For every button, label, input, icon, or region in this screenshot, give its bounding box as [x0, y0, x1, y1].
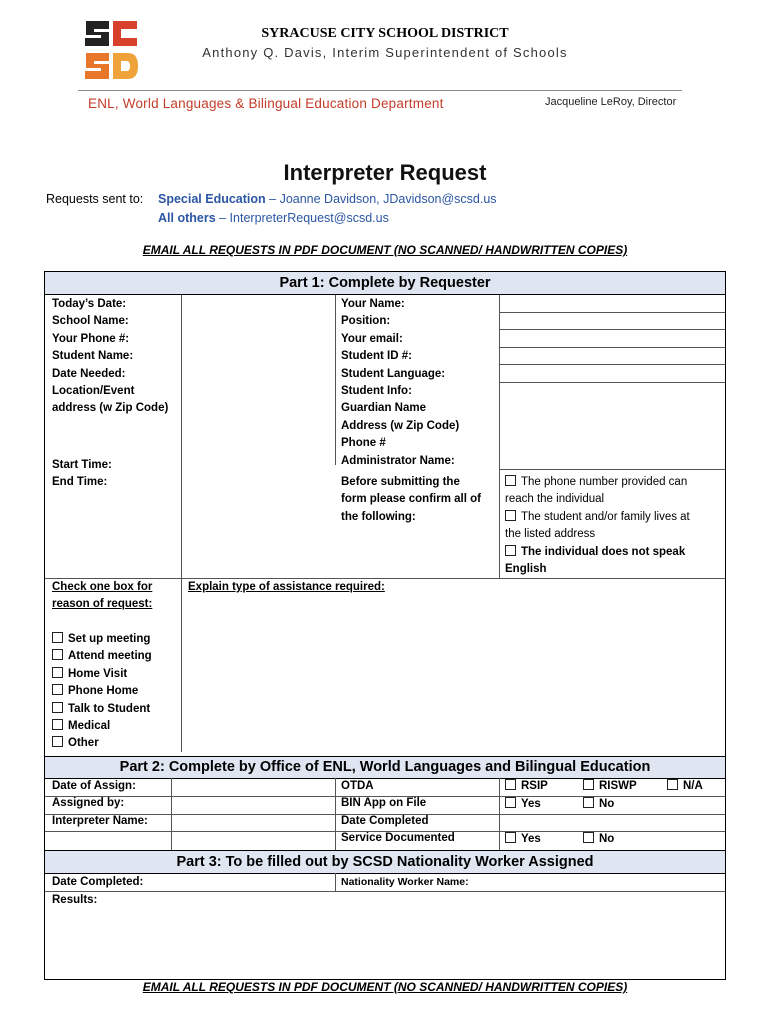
checkbox-icon[interactable]	[505, 545, 516, 556]
explain-label: Explain type of assistance required:	[188, 581, 385, 593]
district-name: SYRACUSE CITY SCHOOL DISTRICT	[261, 26, 509, 41]
reason-other[interactable]: Other	[52, 735, 152, 752]
part2-header: Part 2: Complete by Office of ENL, World Languages and Bilingual Education	[45, 756, 725, 779]
scsd-logo	[82, 18, 140, 82]
email-notice-bottom: EMAIL ALL REQUESTS IN PDF DOCUMENT (NO SCANNED/ HANDWRITTEN COPIES)	[142, 980, 628, 994]
student-info-label: Student Info:	[341, 385, 412, 398]
part3-header: Part 3: To be filled out by SCSD Nationality Worker Assigned	[45, 850, 725, 874]
checkbox-icon[interactable]	[505, 779, 516, 790]
checkbox-icon[interactable]	[505, 510, 516, 521]
checkbox-icon[interactable]	[52, 684, 63, 695]
position-label: Position:	[341, 315, 391, 328]
guardian-address-label: Address (w Zip Code)	[341, 419, 460, 432]
time-inputs[interactable]	[182, 464, 334, 577]
checkbox-icon[interactable]	[52, 632, 63, 643]
confirm-label: Before submitting the form please confirm all of the following:	[341, 476, 481, 523]
department-name: ENL, World Languages & Bilingual Education Department	[88, 96, 444, 111]
checkbox-icon[interactable]	[52, 736, 63, 747]
checkbox-icon[interactable]	[52, 649, 63, 660]
end-time-label: End Time:	[52, 476, 108, 488]
reason-label: Check one box for reason of request:	[52, 581, 153, 611]
email-notice-top: EMAIL ALL REQUESTS IN PDF DOCUMENT (NO SCANNED/ HANDWRITTEN COPIES)	[142, 243, 628, 257]
school-name-label: School Name:	[52, 315, 129, 328]
confirm-checklist: The phone number provided can reach the individual The student and/or family lives at the listed address The individual does not speak English	[505, 476, 690, 576]
header-divider	[78, 90, 682, 91]
director-name: Jacqueline LeRoy, Director	[545, 96, 677, 108]
confirm-address-item[interactable]: The student and/or family lives at	[505, 509, 690, 526]
reason-attend-meeting[interactable]: Attend meeting	[52, 648, 152, 665]
requests-label: Requests sent to:	[46, 192, 144, 206]
otda-na-option[interactable]: N/A	[667, 778, 703, 795]
date-needed-label: Date Needed:	[52, 367, 126, 380]
reason-home-visit[interactable]: Home Visit	[52, 666, 152, 683]
location-label: Location/Event	[52, 385, 135, 398]
service-no-option[interactable]: No	[583, 831, 614, 848]
other-contact: All others – InterpreterRequest@scsd.us	[158, 211, 389, 225]
guardian-phone-label: Phone #	[341, 437, 386, 450]
otda-riswp-option[interactable]: RISWP	[583, 778, 637, 795]
guardian-name-label: Guardian Name	[341, 402, 426, 415]
special-ed-contact: Special Education – Joanne Davidson, JDavidson@scsd.us	[158, 192, 497, 206]
results-label: Results:	[52, 894, 98, 906]
address-label: address (w Zip Code)	[52, 402, 169, 415]
your-phone-label: Your Phone #:	[52, 332, 130, 345]
your-email-label: Your email:	[341, 332, 403, 345]
checkbox-icon[interactable]	[52, 667, 63, 678]
start-time-label: Start Time:	[52, 459, 112, 471]
bin-no-option[interactable]: No	[583, 796, 614, 813]
date-of-assign-label: Date of Assign:	[52, 780, 136, 792]
your-name-label: Your Name:	[341, 298, 405, 310]
confirm-language-item[interactable]: The individual does not speak	[505, 544, 690, 561]
assistance-textarea[interactable]	[182, 598, 725, 752]
interpreter-name-label: Interpreter Name:	[52, 814, 148, 827]
part2-right-labels	[341, 778, 455, 848]
todays-date-label: Today’s Date:	[52, 298, 127, 310]
reason-set-up-meeting[interactable]: Set up meeting	[52, 631, 152, 648]
reason-talk-to-student[interactable]: Talk to Student	[52, 701, 152, 718]
requester-detail-inputs[interactable]	[500, 295, 725, 468]
checkbox-icon[interactable]	[667, 779, 678, 790]
reason-phone-home[interactable]: Phone Home	[52, 683, 152, 700]
checkbox-icon[interactable]	[505, 475, 516, 486]
student-language-label: Student Language:	[341, 367, 446, 380]
checkbox-icon[interactable]	[505, 832, 516, 843]
otda-rsip-option[interactable]: RSIP	[505, 778, 548, 795]
bin-yes-option[interactable]: Yes	[505, 796, 541, 813]
bin-app-label: BIN App on File	[341, 797, 427, 810]
superintendent-line: Anthony Q. Davis, Interim Superintendent of Schools	[202, 45, 568, 60]
administrator-name-label: Administrator Name:	[341, 454, 455, 467]
nationality-worker-label: Nationality Worker Name:	[341, 876, 469, 888]
checkbox-icon[interactable]	[52, 702, 63, 713]
part1-header: Part 1: Complete by Requester	[45, 272, 725, 295]
right-field-labels	[341, 296, 459, 470]
date-completed-p3-label: Date Completed:	[52, 876, 144, 888]
assigned-by-label: Assigned by:	[52, 797, 125, 810]
service-yes-option[interactable]: Yes	[505, 831, 541, 848]
results-textarea[interactable]	[46, 912, 724, 978]
requester-info-inputs[interactable]	[182, 295, 334, 463]
checkbox-icon[interactable]	[583, 832, 594, 843]
checkbox-icon[interactable]	[583, 779, 594, 790]
reason-checklist	[52, 631, 152, 753]
otda-label: OTDA	[341, 780, 374, 792]
student-name-label: Student Name:	[52, 350, 134, 363]
part2-left-labels	[52, 778, 148, 830]
checkbox-icon[interactable]	[505, 797, 516, 808]
reason-medical[interactable]: Medical	[52, 718, 152, 735]
checkbox-icon[interactable]	[52, 719, 63, 730]
interpreter-request-form	[44, 271, 726, 980]
confirm-phone-item[interactable]: The phone number provided can	[505, 474, 690, 491]
student-id-label: Student ID #:	[341, 350, 412, 363]
service-documented-label: Service Documented	[341, 832, 455, 845]
left-field-labels	[52, 296, 168, 418]
date-completed-label: Date Completed	[341, 814, 429, 827]
checkbox-icon[interactable]	[583, 797, 594, 808]
page-title: Interpreter Request	[283, 160, 487, 185]
